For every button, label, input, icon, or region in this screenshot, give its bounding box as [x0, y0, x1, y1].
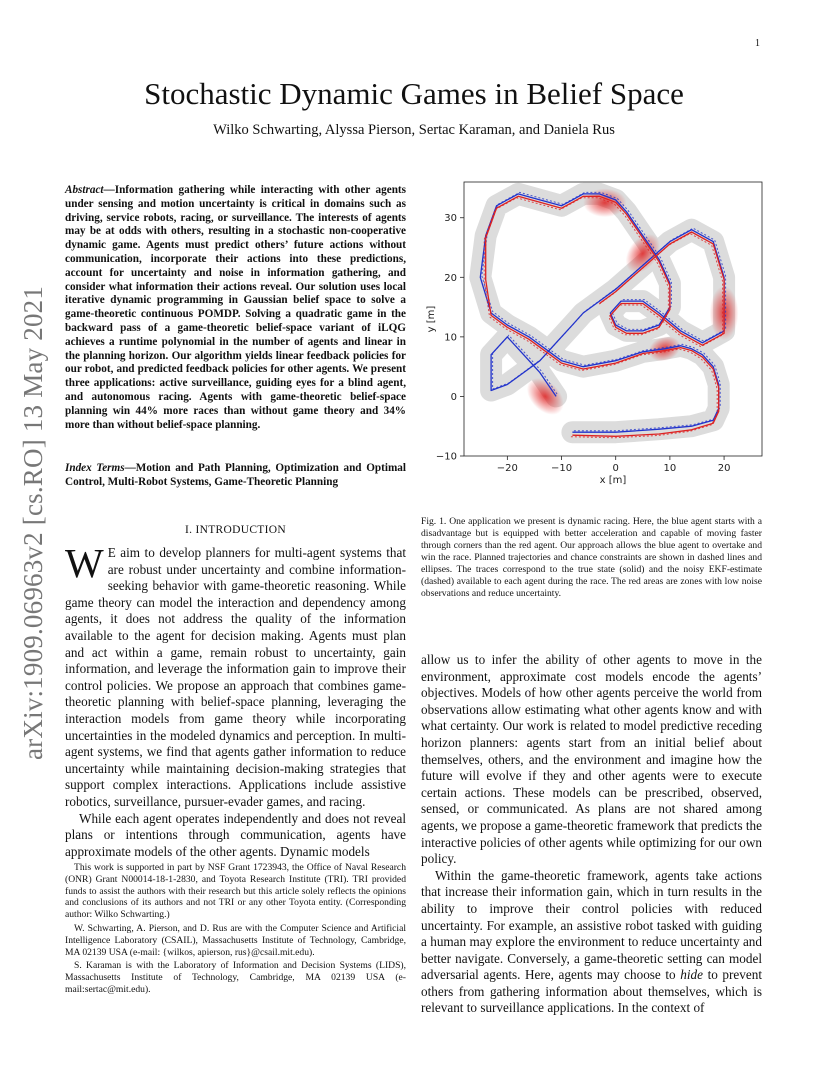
x-tick-label: 0	[612, 463, 619, 474]
footnotes	[65, 862, 406, 998]
y-axis-ticks	[436, 213, 464, 462]
section-heading: I. INTRODUCTION	[185, 524, 286, 536]
right-paragraph-1: allow us to infer the ability of other agents to move in the environment, approximate cost models encode the agents’ objectives. Models of how other agents perceive the world from observations allow estimating what other agents know and with what certainty. Our work is related to model predictive receding horizon planners: agents start from an initial belief about themselves, others, and the environment and imagine how the future will evolve if they and other agents were to execute certain actions. These models can be prescribed, observed, sensed, or communicated. As plans are not shared among agents, we propose a game-theoretic framework that predicts the interactive policies of other agents while optimizing for our own policy.	[421, 652, 762, 867]
abstract	[65, 184, 406, 432]
index-terms-text: —Motion and Path Planning, Optimization and Optimal Control, Multi-Robot Systems, Game-Theoretic Planning	[65, 462, 406, 488]
right-p2-text-a: Within the game-theoretic framework, agents take actions that increase their information gain, which in turn results in the ability to improve their control policies with reduced uncertainty. For example, an assistive robot tasked with guiding a human may explore the environment to reduce uncertainty and better navigate. Conversely, a game-theoretic setting can model adversarial agents. Here, agents may choose to	[421, 867, 762, 983]
abstract-text: —Information gathering while interacting with other agents under sensing and motion uncertainty is critical in domains such as driving, service robots, racing, or surveillance. The interests of agents may be at odds with others, resulting in a stochastic non-cooperative dynamic game. Agents must predict others’ future actions without communication, incorporate their actions into these predictions, account for uncertainty and noise in information gathering, and consider what information their actions reveal. Our solution uses local iterative dynamic programming in Gaussian belief space to solve a game-theoretic continuous POMDP. Solving a quadratic game in the backward pass of a game-theoretic belief-space variant of iLQG achieves a runtime polynomial in the number of agents and linear in the planning horizon. Our algorithm yields linear feedback policies for our robot, and predicted feedback policies for other agents. We present three applications: active surveillance, guiding eyes for a blind agent, and autonomous racing. Agents with game-theoretic belief-space planning win 44% more races than without game theory and 34% more than without belief-space planning.	[65, 184, 406, 431]
x-tick-label: 10	[663, 463, 677, 474]
x-tick-label: 20	[717, 463, 731, 474]
footnote-affiliation-lids: S. Karaman is with the Laboratory of Information and Decision Systems (LIDS), Massachusetts Institute of Technology, Cambridge, MA 02139 USA (e-mail:sertac@mit.edu).	[65, 960, 406, 995]
paper-title: Stochastic Dynamic Games in Belief Space	[144, 76, 684, 111]
right-p2-emphasis: hide	[680, 967, 703, 983]
footnote-affiliation-csail: W. Schwarting, A. Pierson, and D. Rus are with the Computer Science and Artificial Intelligence Laboratory (CSAIL), Massachusetts Institute of Technology, Cambridge, MA 02139 USA (e-mail: {wilkos, apierson, rus}@csail.mit.edu).	[65, 922, 406, 958]
right-paragraph-2	[421, 868, 762, 1017]
x-axis-label: x [m]	[599, 475, 627, 486]
dropcap: W	[65, 540, 104, 586]
x-tick-label: −10	[550, 463, 573, 474]
figure-caption: Fig. 1. One application we present is dynamic racing. Here, the blue agent starts with a disadvantage but is equipped with better acceleration and capable of moving faster through corners than the red agent. Our approach allows the blue agent to overtake and win the race. Planned trajectories and chance constraints are shown in dashed lines and ellipses. The traces correspond to the true state (solid) and the noisy EKF-estimate (dashed) available to each agent during the race. The red areas are zones with low noise observations and reduce uncertainty.	[421, 516, 762, 599]
x-tick-label: −20	[496, 463, 518, 474]
arxiv-stamp	[18, 280, 58, 760]
intro-text	[65, 540, 406, 860]
y-tick-label: 30	[444, 213, 457, 225]
author-list: Wilko Schwarting, Alyssa Pierson, Sertac Karaman, and Daniela Rus	[213, 122, 615, 138]
low-noise-zone	[583, 189, 626, 218]
intro-paragraph-1	[65, 540, 406, 811]
index-terms-label: Index Terms	[65, 462, 125, 474]
index-terms	[65, 462, 406, 490]
right-p2-text-b: to prevent others from gathering information about themselves, which is relevant to surveillance applications. In the context of	[421, 967, 762, 1016]
abstract-label: Abstract	[65, 184, 104, 196]
y-axis-label: y [m]	[426, 305, 437, 333]
intro-p1-text: E aim to develop planners for multi-agent systems that are robust under uncertainty and combine information-seeking behavior with game-theoretic reasoning. While game theory can model the interaction and dependency among agents, it does not address the quality of the information available to the agent for decision making. Agents must plan and act within a game, remain robust to uncertainty, gain information, and leverage the information gain to improve their control policies. We propose an approach that combines game-theoretic planning with belief-space planning, leveraging the interaction models from game theory while incorporating uncertainties in the modeled dynamics and perception. In multi-agent systems, we find that agents gather information to reduce uncertainty while maintaining decision-making strategies that support complex interactions. Applications include assistive robotics, surveillance, pursuer-evader games, and racing.	[65, 545, 406, 809]
x-axis-ticks	[497, 456, 731, 474]
page-number: 1	[755, 38, 760, 49]
y-tick-label: 20	[444, 272, 457, 284]
y-tick-label: −10	[435, 451, 457, 463]
arxiv-stamp-text: arXiv:1909.06963v2 [cs.RO] 13 May 2021	[18, 285, 48, 760]
y-tick-label: 10	[444, 332, 457, 344]
footnote-funding: This work is supported in part by NSF Grant 1723943, the Office of Naval Research (ONR) Grant N00014-18-1-2830, and Toyota Research Institute (TRI). TRI provided funds to assist the authors with their research but this article solely reflects the opinions and conclusions of its authors and not TRI or any other Toyota entity. (Corresponding author: Wilko Schwarting.)	[65, 862, 406, 921]
racing-figure	[428, 174, 768, 492]
y-tick-label: 0	[450, 391, 457, 403]
right-column-text	[421, 652, 762, 1017]
intro-paragraph-2: While each agent operates independently and does not reveal plans or intentions through communication, agents have approximate models of the other agents. Dynamic models	[65, 810, 406, 859]
